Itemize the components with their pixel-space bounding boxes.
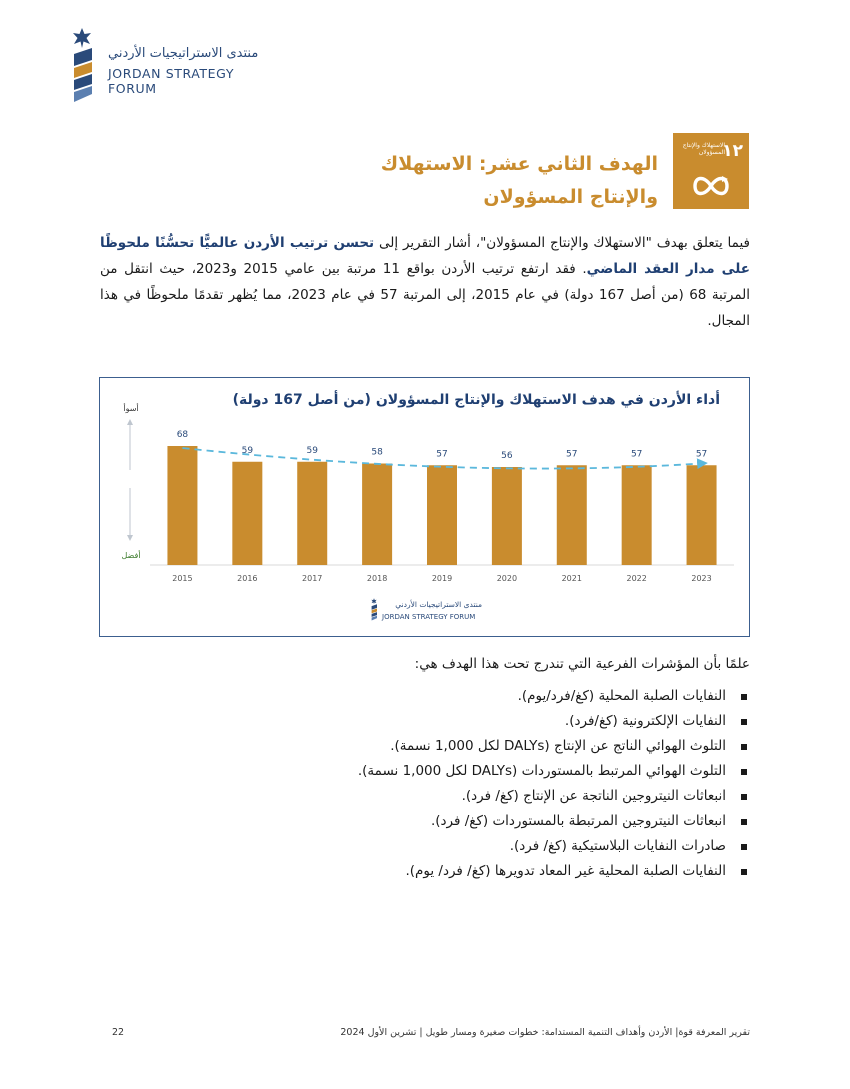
- intro-paragraph: [100, 230, 750, 334]
- x-tick-labels-group: [172, 574, 711, 583]
- goal-title-line1: الهدف الثاني عشر: الاستهلاك: [380, 153, 658, 175]
- indicator-item: [190, 709, 750, 734]
- chart-logo-english: JORDAN STRATEGY FORUM: [382, 613, 476, 621]
- bullet-icon: [741, 869, 747, 875]
- page-number: 22: [112, 1027, 125, 1038]
- x-tick-2022: 2022: [626, 574, 647, 583]
- infinity-icon: [691, 173, 731, 199]
- value-label-2020: 56: [501, 451, 513, 461]
- x-tick-2020: 2020: [496, 574, 518, 583]
- x-tick-2023: 2023: [691, 574, 712, 583]
- indicator-item: [190, 859, 750, 884]
- bar-2015: [167, 446, 197, 565]
- chart-title: أداء الأردن في هدف الاستهلاك والإنتاج المسؤولان (من أصل 167 دولة): [232, 392, 720, 408]
- indicator-item: [190, 734, 750, 759]
- intro-text-part2: . فقد ارتفع ترتيب الأردن بواقع 11 مرتبة بين عامي 2015 و2023، حيث انتقل من المرتبة 68 (من أصل 167 دولة) في عام 2015، إلى المرتبة 57 في عام 2023، مما يُظهر تقدمًا ملحوظًا في هذا المجال.: [100, 261, 751, 329]
- x-tick-2021: 2021: [561, 574, 582, 583]
- bullet-icon: [741, 844, 747, 850]
- indicators-list: [190, 684, 750, 884]
- value-label-2022: 57: [630, 449, 643, 460]
- bullet-icon: [741, 744, 747, 750]
- bar-2017: [297, 462, 327, 565]
- value-label-2021: 57: [566, 449, 578, 460]
- bullet-icon: [741, 819, 747, 825]
- chart-logo-arabic: منتدى الاستراتيجيات الأردني: [395, 600, 482, 609]
- bullet-icon: [741, 794, 747, 800]
- x-tick-2019: 2019: [431, 574, 453, 583]
- x-tick-2016: 2016: [237, 574, 258, 583]
- axis-label-worse: أسوأ: [123, 404, 139, 413]
- indicator-text: التلوث الهوائي المرتبط بالمستوردات (DALYs لكل 1,000 نسمة).: [357, 763, 726, 779]
- axis-label-better: أفضل: [121, 551, 141, 560]
- goal-title: [238, 148, 658, 214]
- bullet-icon: [741, 719, 747, 725]
- indicator-text: انبعاثات النيتروجين الناتجة عن الإنتاج (كغ/ فرد).: [461, 788, 726, 804]
- indicator-item: [190, 809, 750, 834]
- value-label-2019: 57: [436, 449, 448, 460]
- x-tick-2018: 2018: [366, 574, 388, 583]
- sub-indicators-intro: علمًا بأن المؤشرات الفرعية التي تندرج تحت هذا الهدف هي:: [414, 656, 750, 672]
- bar-2019: [427, 465, 457, 565]
- jsf-logo: [62, 28, 282, 108]
- bullet-icon: [741, 694, 747, 700]
- sdg-12-badge: [673, 133, 749, 209]
- indicator-text: صادرات النفايات البلاستيكية (كغ/ فرد).: [509, 838, 726, 854]
- bar-2016: [232, 462, 262, 565]
- indicator-text: النفايات الإلكترونية (كغ/فرد).: [564, 713, 726, 729]
- jsf-star-logo-icon: [62, 28, 102, 106]
- sdg-label: الاستهلاك والإنتاج المسؤولان: [682, 142, 725, 156]
- goal-title-line2: والإنتاج المسؤولان: [483, 186, 658, 208]
- indicator-item: [190, 834, 750, 859]
- value-label-2017: 59: [306, 445, 318, 456]
- footer-report-title: تقرير المعرفة قوة| الأردن وأهداف التنمية المستدامة: خطوات صغيرة ومسار طويل | تشرين الأول 2024: [340, 1027, 750, 1038]
- indicator-text: التلوث الهوائي الناتج عن الإنتاج (DALYs لكل 1,000 نسمة).: [390, 738, 726, 754]
- jsf-star-logo-icon: [368, 592, 380, 628]
- intro-bold-highlight: تحسن ترتيب الأردن عالميًّا تحسُّنًا ملحوظًا على مدار العقد الماضي: [100, 235, 750, 277]
- bar-2022: [622, 465, 652, 565]
- intro-text-part1: فيما يتعلق بهدف "الاستهلاك والإنتاج المسؤولان"، أشار التقرير إلى: [374, 235, 750, 251]
- bar-2020: [492, 467, 522, 565]
- logo-english-text: JORDAN STRATEGY FORUM: [108, 66, 235, 96]
- logo-arabic-text: منتدى الاستراتيجيات الأردني: [108, 46, 259, 61]
- bullet-icon: [741, 769, 747, 775]
- value-label-2023: 57: [695, 449, 708, 460]
- indicator-text: النفايات الصلبة المحلية (كغ/فرد/يوم).: [517, 688, 726, 704]
- bar-2018: [362, 464, 392, 566]
- value-label-2016: 59: [241, 445, 254, 456]
- x-tick-2017: 2017: [302, 574, 323, 583]
- bars-group: [167, 446, 716, 565]
- sdg-number: ١٢: [722, 141, 743, 161]
- value-label-2018: 58: [371, 447, 383, 458]
- bar-2021: [557, 465, 587, 565]
- ranking-chart: [99, 377, 750, 637]
- chart-logo: [368, 590, 488, 630]
- indicator-item: [190, 784, 750, 809]
- indicator-text: النفايات الصلبة المحلية غير المعاد تدويرها (كغ/ فرد/ يوم).: [405, 863, 726, 879]
- indicator-item: [190, 684, 750, 709]
- indicator-text: انبعاثات النيتروجين المرتبطة بالمستوردات (كغ/ فرد).: [430, 813, 726, 829]
- bar-2023: [687, 465, 717, 565]
- indicator-item: [190, 759, 750, 784]
- value-label-2015: 68: [176, 430, 189, 440]
- x-tick-2015: 2015: [172, 574, 193, 583]
- value-labels-group: [177, 430, 708, 461]
